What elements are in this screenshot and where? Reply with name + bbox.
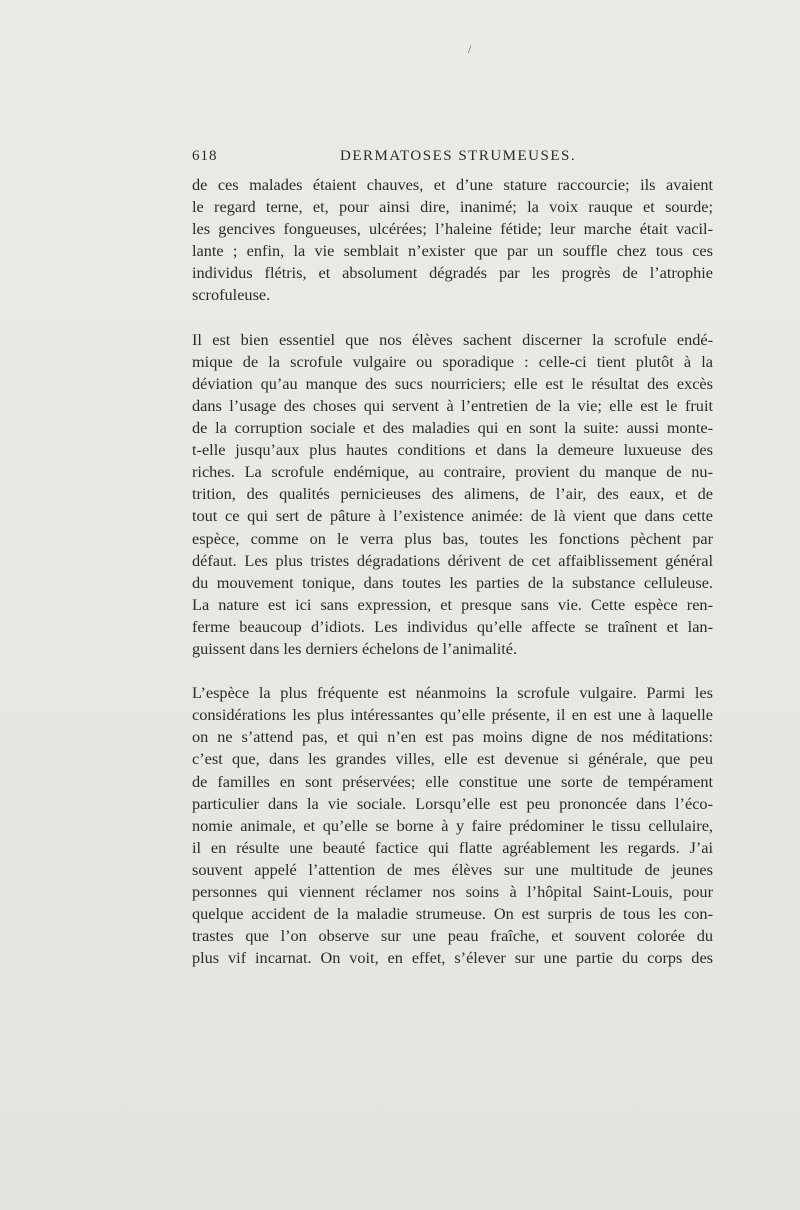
text-line: trition, des qualités pernicieuses des alimens, de l’air, des eaux, et de — [192, 484, 713, 504]
running-head: DERMATOSES STRUMEUSES. — [340, 148, 577, 164]
text-line: trastes que l’on observe sur une peau fraîche, et souvent colorée du — [192, 926, 713, 946]
text-line: L’espèce la plus fréquente est néanmoins la scrofule vulgaire. Parmi les — [192, 683, 713, 703]
text-line: lante ; enfin, la vie semblait n’exister que par un souffle chez tous ces — [192, 241, 713, 261]
text-line: dans l’usage des choses qui servent à l’entretien de la vie; elle est le fruit — [192, 395, 713, 415]
text-line: scrofuleuse. — [192, 285, 271, 305]
text-line: plus vif incarnat. On voit, en effet, s’élever sur une partie du corps des — [192, 948, 713, 968]
paragraph-3 — [192, 682, 713, 969]
text-line: de la corruption sociale et des maladies qui en sont la suite: aussi monte- — [192, 418, 713, 438]
text-line: il en résulte une beauté factice qui flatte agréablement les regards. J’ai — [192, 837, 713, 857]
text-line: t-elle jusqu’aux plus hautes conditions et dans la demeure luxueuse des — [192, 440, 713, 460]
text-line: tout ce qui sert de pâture à l’existence animée: de là vient que dans cette — [192, 506, 713, 526]
text-line: La nature est ici sans expression, et presque sans vie. Cette espèce ren- — [192, 594, 713, 614]
text-line: du mouvement tonique, dans toutes les parties de la substance celluleuse. — [192, 572, 713, 592]
text-line: nomie animale, et qu’elle se borne à y faire prédominer le tissu cellulaire, — [192, 815, 713, 835]
text-line: quelque accident de la maladie strumeuse. On est surpris de tous les con- — [192, 904, 713, 924]
text-line: riches. La scrofule endémique, au contraire, provient du manque de nu- — [192, 462, 713, 482]
text-line: mique de la scrofule vulgaire ou sporadique : celle-ci tient plutôt à la — [192, 351, 713, 371]
text-line: individus flétris, et absolument dégradés par les progrès de l’atrophie — [192, 263, 713, 283]
body-text — [192, 174, 713, 991]
text-line: le regard terne, et, pour ainsi dire, inanimé; la voix rauque et sourde; — [192, 197, 713, 217]
text-line: c’est que, dans les grandes villes, elle est devenue si générale, que peu — [192, 749, 713, 769]
text-line: particulier dans la vie sociale. Lorsqu’elle est peu prononcée dans l’éco- — [192, 793, 713, 813]
text-line: déviation qu’au manque des sucs nourriciers; elle est le résultat des excès — [192, 373, 713, 393]
text-line: ferme beaucoup d’idiots. Les individus qu’elle affecte se traînent et lan- — [192, 616, 713, 636]
text-line: on ne s’attend pas, et qui n’en est pas moins digne de nos méditations: — [192, 727, 713, 747]
text-line: personnes qui viennent réclamer nos soins à l’hôpital Saint-Louis, pour — [192, 882, 713, 901]
text-line: guissent dans les derniers échelons de l’animalité. — [192, 638, 518, 658]
text-line: défaut. Les plus tristes dégradations dérivent de cet affaiblissement général — [192, 550, 713, 570]
text-line: espèce, comme on le verra plus bas, toutes les fonctions pèchent par — [192, 528, 713, 548]
text-line: de ces malades étaient chauves, et d’une stature raccourcie; ils avaient — [192, 175, 713, 194]
margin-mark: / — [468, 42, 472, 56]
text-line: souvent appelé l’attention de mes élèves sur une multitude de jeunes — [192, 859, 713, 879]
page-number: 618 — [192, 148, 218, 164]
text-line: de familles en sont préservées; elle constitue une sorte de tempérament — [192, 771, 713, 791]
text-line: les gencives fongueuses, ulcérées; l’haleine fétide; leur marche était vacil- — [192, 219, 713, 239]
text-line: considérations les plus intéressantes qu’elle présente, il en est une à laquelle — [192, 705, 713, 725]
paragraph-1 — [192, 174, 713, 307]
paragraph-2 — [192, 329, 713, 660]
text-line: Il est bien essentiel que nos élèves sachent discerner la scrofule endé- — [192, 329, 713, 349]
